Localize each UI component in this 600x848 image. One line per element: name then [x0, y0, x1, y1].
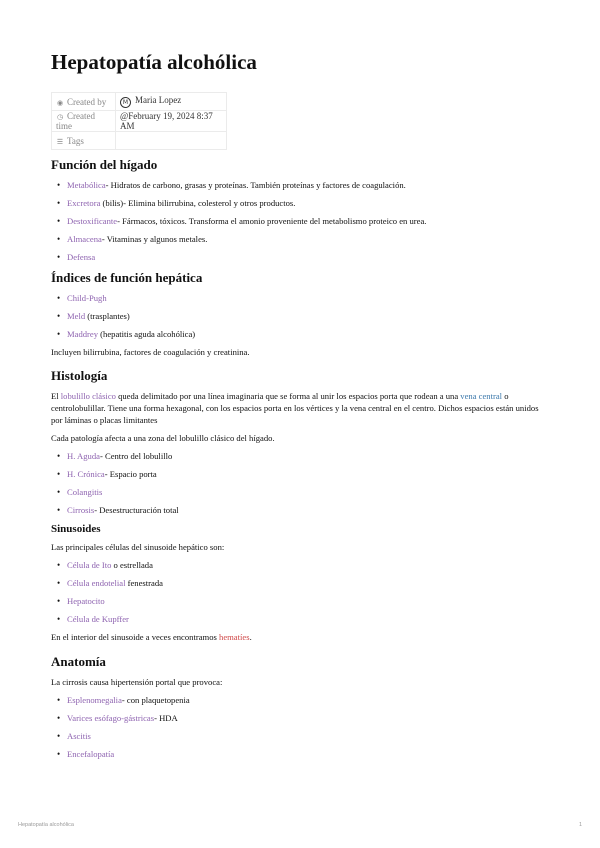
lobulillo-link[interactable]: lobulillo clásico: [60, 391, 116, 401]
anatomia-list: [51, 694, 551, 760]
term-link[interactable]: Célula de Ito: [67, 560, 112, 570]
list-item: [67, 712, 551, 724]
item-text: - con plaquetopenia: [121, 695, 190, 705]
item-text: - Fármacos, tóxicos. Transforma el amonio proveniente del metabolismo proteico en urea.: [117, 216, 427, 226]
list-item: [67, 197, 551, 209]
property-row-created-time: [52, 111, 227, 132]
term-link[interactable]: Excretora: [67, 198, 101, 208]
created-by-label: Created by: [67, 96, 107, 107]
property-value[interactable]: [116, 111, 227, 132]
term-link[interactable]: Célula endotelial: [67, 578, 126, 588]
item-text: - Centro del lobulillo: [99, 451, 173, 461]
list-item: [67, 613, 551, 625]
page-content: [51, 156, 551, 766]
list-item: [67, 233, 551, 245]
tags-label: Tags: [67, 135, 84, 146]
footer-page-number: 1: [578, 822, 582, 828]
heading-anatomia: Anatomía: [51, 654, 106, 669]
term-link[interactable]: Varices esófago-gástricas: [67, 713, 155, 723]
created-time-value: @February 19, 2024 8:37 AM: [120, 111, 213, 131]
heading-sinusoides: Sinusoides: [51, 523, 101, 535]
item-text: o estrellada: [111, 560, 153, 570]
sinusoides-intro: Las principales células del sinusoide hepático son:: [51, 542, 225, 552]
term-link[interactable]: Defensa: [67, 252, 96, 262]
text-run: o centrolobulillar. Tiene una forma hexagonal, con los espacios porta en los vértices y la vena central en el centro. Dichos espacios están unidos por láminas o placas limitantes: [51, 391, 539, 425]
term-link[interactable]: H. Crónica: [67, 469, 105, 479]
list-item: [67, 292, 551, 304]
property-value[interactable]: [116, 93, 227, 111]
vena-central-link[interactable]: vena central: [460, 391, 503, 401]
indices-list: [51, 292, 551, 340]
footer-title: Hepatopatía alcohólica: [18, 822, 74, 828]
term-link[interactable]: Ascitis: [67, 731, 91, 741]
term-link[interactable]: Célula de Kupffer: [67, 614, 129, 624]
list-item: [67, 251, 551, 263]
text-run: El: [51, 391, 61, 401]
term-link[interactable]: Cirrosis: [67, 505, 95, 515]
list-item: [67, 450, 551, 462]
list-item: [67, 486, 551, 498]
item-text: fenestrada: [125, 578, 163, 588]
item-text: - HDA: [154, 713, 178, 723]
term-link[interactable]: Child-Pugh: [67, 293, 107, 303]
heading-histologia: Histología: [51, 368, 108, 383]
list-item: [67, 577, 551, 589]
term-link[interactable]: Maddrey: [67, 329, 99, 339]
indices-note: Incluyen bilirrubina, factores de coagulación y creatinina.: [51, 347, 250, 357]
term-link[interactable]: Metabólica: [67, 180, 106, 190]
histologia-paragraph: [51, 390, 551, 426]
sinusoides-outro: [51, 631, 551, 643]
funcion-list: [51, 179, 551, 263]
property-row-tags: [52, 132, 227, 150]
property-value-empty[interactable]: [116, 132, 227, 150]
hematies-link[interactable]: hematíes: [219, 632, 250, 642]
item-text: (trasplantes): [85, 311, 130, 321]
created-time-label: Created time: [56, 111, 95, 131]
list-item: [67, 595, 551, 607]
property-key: [52, 111, 116, 132]
item-text: - Desestructuración total: [94, 505, 179, 515]
heading-indices: Índices de función hepática: [51, 270, 203, 285]
property-row-created-by: [52, 93, 227, 111]
histologia-paragraph-2: Cada patología afecta a una zona del lobulillo clásico del hígado.: [51, 433, 275, 443]
text-run: En el interior del sinusoide a veces encontramos: [51, 632, 220, 642]
term-link[interactable]: Destoxificante: [67, 216, 118, 226]
term-link[interactable]: Meld: [67, 311, 86, 321]
item-text: (hepatitis aguda alcohólica): [98, 329, 196, 339]
histologia-list: [51, 450, 551, 516]
list-item: [67, 559, 551, 571]
heading-funcion: Función del hígado: [51, 157, 158, 172]
list-item: [67, 694, 551, 706]
item-text: - Hidratos de carbono, grasas y proteínas. También proteínas y factores de coagulación.: [105, 180, 406, 190]
page-title: Hepatopatía alcohólica: [51, 50, 257, 74]
anatomia-intro: La cirrosis causa hipertensión portal que provoca:: [51, 677, 223, 687]
property-key: [52, 132, 116, 150]
term-link[interactable]: Almacena: [67, 234, 102, 244]
list-item: [67, 310, 551, 322]
term-link[interactable]: H. Aguda: [67, 451, 100, 461]
text-run: .: [249, 632, 252, 642]
property-key: [52, 93, 116, 111]
item-text: (bilis)- Elimina bilirrubina, colesterol y otros productos.: [100, 198, 296, 208]
avatar: M: [120, 97, 131, 108]
list-item: [67, 179, 551, 191]
list-item: [67, 215, 551, 227]
list-icon: ☰: [56, 137, 64, 146]
term-link[interactable]: Encefalopatía: [67, 749, 115, 759]
list-item: [67, 504, 551, 516]
list-item: [67, 748, 551, 760]
created-by-value: Maria Lopez: [135, 95, 182, 105]
properties-table: [51, 92, 227, 150]
clock-icon: ◷: [56, 113, 64, 121]
item-text: - Espacio porta: [104, 469, 157, 479]
sinusoides-list: [51, 559, 551, 625]
person-icon: ◉: [56, 98, 64, 107]
list-item: [67, 328, 551, 340]
list-item: [67, 730, 551, 742]
term-link[interactable]: Esplenomegalia: [67, 695, 122, 705]
list-item: [67, 468, 551, 480]
text-run: queda delimitado por una línea imaginaria que se forma al unir los espacios porta que rodean a una: [115, 391, 461, 401]
term-link[interactable]: Hepatocito: [67, 596, 105, 606]
item-text: - Vitaminas y algunos metales.: [101, 234, 208, 244]
term-link[interactable]: Colangitis: [67, 487, 103, 497]
